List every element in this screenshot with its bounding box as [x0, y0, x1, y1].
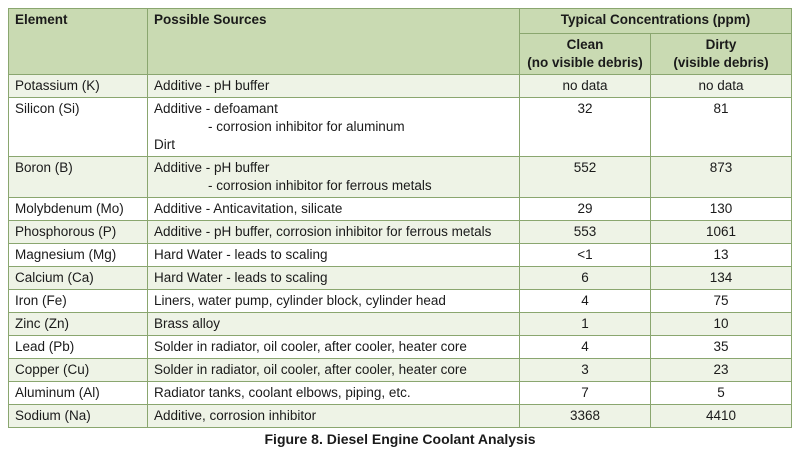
sources-cell [148, 157, 520, 198]
sources-cell [148, 98, 520, 157]
sources-cell [148, 405, 520, 428]
header-dirty-title: Dirty [705, 37, 737, 52]
sources-cell [148, 244, 520, 267]
sources-cell [148, 290, 520, 313]
clean-value: 553 [520, 221, 651, 244]
dirty-value: 75 [651, 290, 792, 313]
dirty-value: 35 [651, 336, 792, 359]
header-dirty-subtitle: (visible debris) [673, 55, 769, 70]
clean-value: 4 [520, 336, 651, 359]
dirty-value: 130 [651, 198, 792, 221]
header-clean-subtitle: (no visible debris) [527, 55, 643, 70]
header-possible-sources: Possible Sources [148, 9, 520, 75]
source-line: Solder in radiator, oil cooler, after cooler, heater core [154, 339, 467, 354]
source-line: Additive - Anticavitation, silicate [154, 201, 343, 216]
coolant-analysis-table [8, 8, 792, 428]
clean-value: 32 [520, 98, 651, 157]
table-row [9, 313, 792, 336]
table-row [9, 98, 792, 157]
source-line: - corrosion inhibitor for aluminum [208, 119, 405, 134]
sources-cell [148, 313, 520, 336]
table-row [9, 382, 792, 405]
source-line: Brass alloy [154, 316, 221, 331]
dirty-value: 873 [651, 157, 792, 198]
dirty-value: 23 [651, 359, 792, 382]
element-cell: Calcium (Ca) [9, 267, 148, 290]
element-cell: Lead (Pb) [9, 336, 148, 359]
table-row [9, 290, 792, 313]
source-line: Liners, water pump, cylinder block, cylinder head [154, 293, 446, 308]
sources-cell [148, 382, 520, 405]
table-row [9, 198, 792, 221]
table-row [9, 405, 792, 428]
table-row [9, 221, 792, 244]
element-cell: Zinc (Zn) [9, 313, 148, 336]
source-line: Dirt [154, 137, 175, 152]
clean-value: 3368 [520, 405, 651, 428]
dirty-value: 4410 [651, 405, 792, 428]
dirty-value: 1061 [651, 221, 792, 244]
source-line: Additive - pH buffer [154, 78, 270, 93]
element-cell: Molybdenum (Mo) [9, 198, 148, 221]
header-dirty [651, 34, 792, 75]
dirty-value: 13 [651, 244, 792, 267]
element-cell: Copper (Cu) [9, 359, 148, 382]
element-cell: Magnesium (Mg) [9, 244, 148, 267]
element-cell: Aluminum (Al) [9, 382, 148, 405]
header-clean-title: Clean [566, 37, 604, 52]
source-line: Additive - pH buffer [154, 160, 270, 175]
table-row [9, 359, 792, 382]
clean-value: <1 [520, 244, 651, 267]
element-cell: Silicon (Si) [9, 98, 148, 157]
header-typical-concentrations: Typical Concentrations (ppm) [520, 9, 792, 34]
element-cell: Sodium (Na) [9, 405, 148, 428]
header-clean [520, 34, 651, 75]
clean-value: 552 [520, 157, 651, 198]
table-row [9, 244, 792, 267]
header-element: Element [9, 9, 148, 75]
source-line: Hard Water - leads to scaling [154, 270, 328, 285]
element-cell: Iron (Fe) [9, 290, 148, 313]
table-row [9, 157, 792, 198]
dirty-value: no data [651, 75, 792, 98]
clean-value: 3 [520, 359, 651, 382]
source-line: - corrosion inhibitor for ferrous metals [208, 178, 432, 193]
source-line: Additive - pH buffer, corrosion inhibitor for ferrous metals [154, 224, 492, 239]
sources-cell [148, 198, 520, 221]
clean-value: 29 [520, 198, 651, 221]
figure-caption: Figure 8. Diesel Engine Coolant Analysis [264, 431, 536, 447]
table-row [9, 336, 792, 359]
source-line: Solder in radiator, oil cooler, after cooler, heater core [154, 362, 467, 377]
dirty-value: 5 [651, 382, 792, 405]
dirty-value: 81 [651, 98, 792, 157]
clean-value: 7 [520, 382, 651, 405]
element-cell: Phosphorous (P) [9, 221, 148, 244]
source-line: Hard Water - leads to scaling [154, 247, 328, 262]
sources-cell [148, 221, 520, 244]
sources-cell [148, 359, 520, 382]
dirty-value: 10 [651, 313, 792, 336]
clean-value: 6 [520, 267, 651, 290]
element-cell: Boron (B) [9, 157, 148, 198]
sources-cell [148, 336, 520, 359]
table-row [9, 267, 792, 290]
table-row [9, 75, 792, 98]
sources-cell [148, 75, 520, 98]
element-cell: Potassium (K) [9, 75, 148, 98]
clean-value: no data [520, 75, 651, 98]
source-line: Radiator tanks, coolant elbows, piping, etc. [154, 385, 411, 400]
clean-value: 4 [520, 290, 651, 313]
source-line: Additive - defoamant [154, 101, 278, 116]
dirty-value: 134 [651, 267, 792, 290]
clean-value: 1 [520, 313, 651, 336]
sources-cell [148, 267, 520, 290]
source-line: Additive, corrosion inhibitor [154, 408, 317, 423]
